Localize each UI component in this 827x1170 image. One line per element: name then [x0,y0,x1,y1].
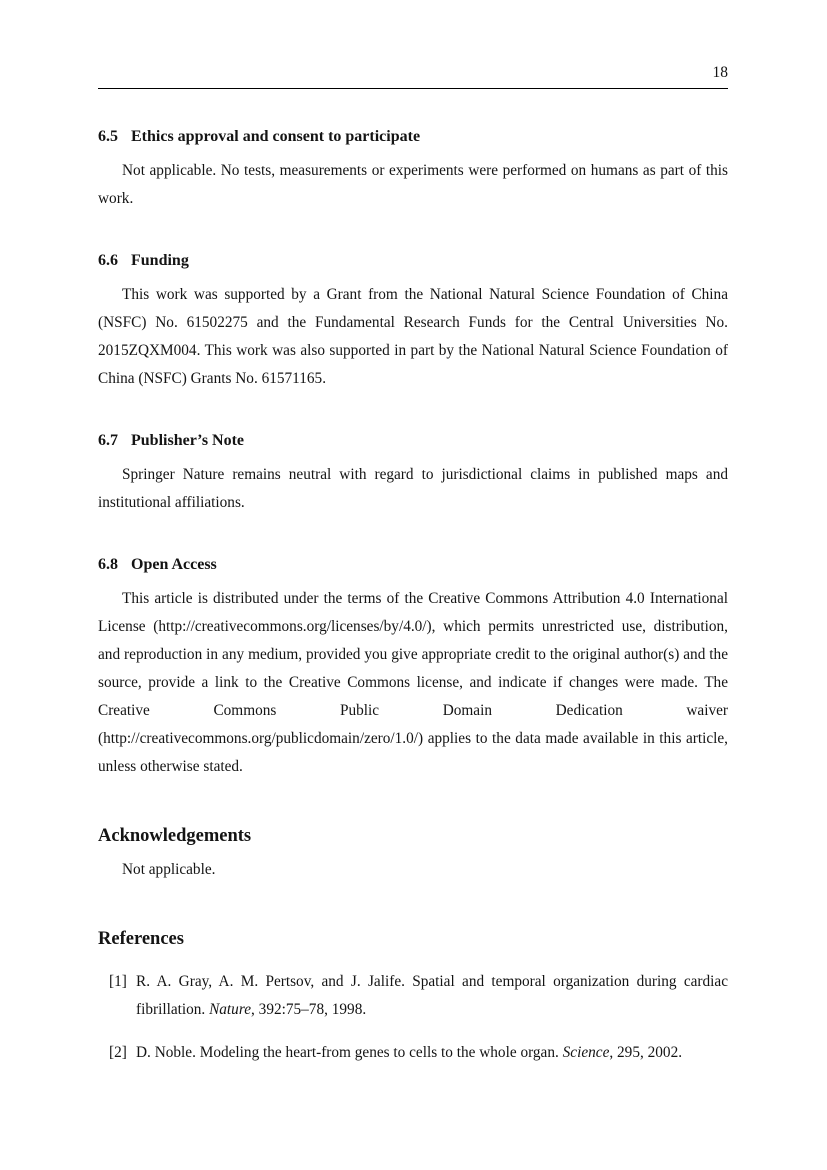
section-number: 6.8 [98,556,118,573]
reference-item-2 [98,1039,728,1067]
section-title: Ethics approval and consent to participate [131,128,421,145]
reference-label: [1] [109,973,127,990]
section-acknowledgements [98,822,728,884]
section-references [98,925,728,1067]
acknowledgements-body: Not applicable. [122,861,216,878]
header-rule [98,88,728,89]
section-heading-ethics [98,124,728,150]
journal-name: Science [562,1044,610,1061]
reference-list [98,968,728,1067]
section-heading-funding [98,248,728,274]
acknowledgements-heading: Acknowledgements [98,826,252,846]
section-number: 6.5 [98,128,118,145]
reference-label: [2] [109,1044,127,1061]
section-paragraph-open-access: This article is distributed under the terms of the Creative Commons Attribution 4.0 International License (http://creativecommons.org/licenses/by/4.0/), which permits unrestricted use, distribution, and reproduction in any medium, provided you give appropriate credit to the original author(s) and the source, provide a link to the Creative Commons license, and indicate if changes were made. The Creative Commons Public Domain Dedication waiver (http://creativecommons.org/publicdomain/zero/1.0/) applies to the data made available in this article, unless otherwise stated. [98,590,728,775]
section-funding [98,248,728,393]
reference-item-1 [98,968,728,1024]
reference-text: , 295, 2002. [609,1044,683,1061]
section-title: Open Access [131,556,217,573]
page-header [98,0,728,89]
section-number: 6.6 [98,252,118,269]
section-paragraph-funding: This work was supported by a Grant from the National Natural Science Foundation of China (NSFC) No. 61502275 and the Fundamental Research Funds for the Central Universities No. 2015ZQXM004. This work was also supported in part by the National Natural Science Foundation of China (NSFC) Grants No. 61571165. [98,286,728,387]
page-number: 18 [712,64,728,81]
section-number: 6.7 [98,432,118,449]
section-publishers-note [98,428,728,517]
section-heading-publishers-note [98,428,728,454]
references-heading: References [98,929,184,949]
section-heading-open-access [98,552,728,578]
reference-text: R. A. Gray, A. M. Pertsov, and J. Jalife. Spatial and temporal organization during cardiac fibrillation. [136,973,728,1018]
section-paragraph-publishers-note: Springer Nature remains neutral with regard to jurisdictional claims in published maps and institutional affiliations. [98,466,728,511]
reference-text: , 392:75–78, 1998. [251,1001,367,1018]
section-title: Funding [131,252,189,269]
section-ethics [98,124,728,213]
reference-text: D. Noble. Modeling the heart-from genes to cells to the whole organ. [136,1044,563,1061]
section-paragraph-ethics: Not applicable. No tests, measurements or experiments were performed on humans as part of this work. [98,162,728,207]
section-open-access [98,552,728,781]
section-title: Publisher’s Note [131,432,245,449]
journal-name: Nature [209,1001,252,1018]
